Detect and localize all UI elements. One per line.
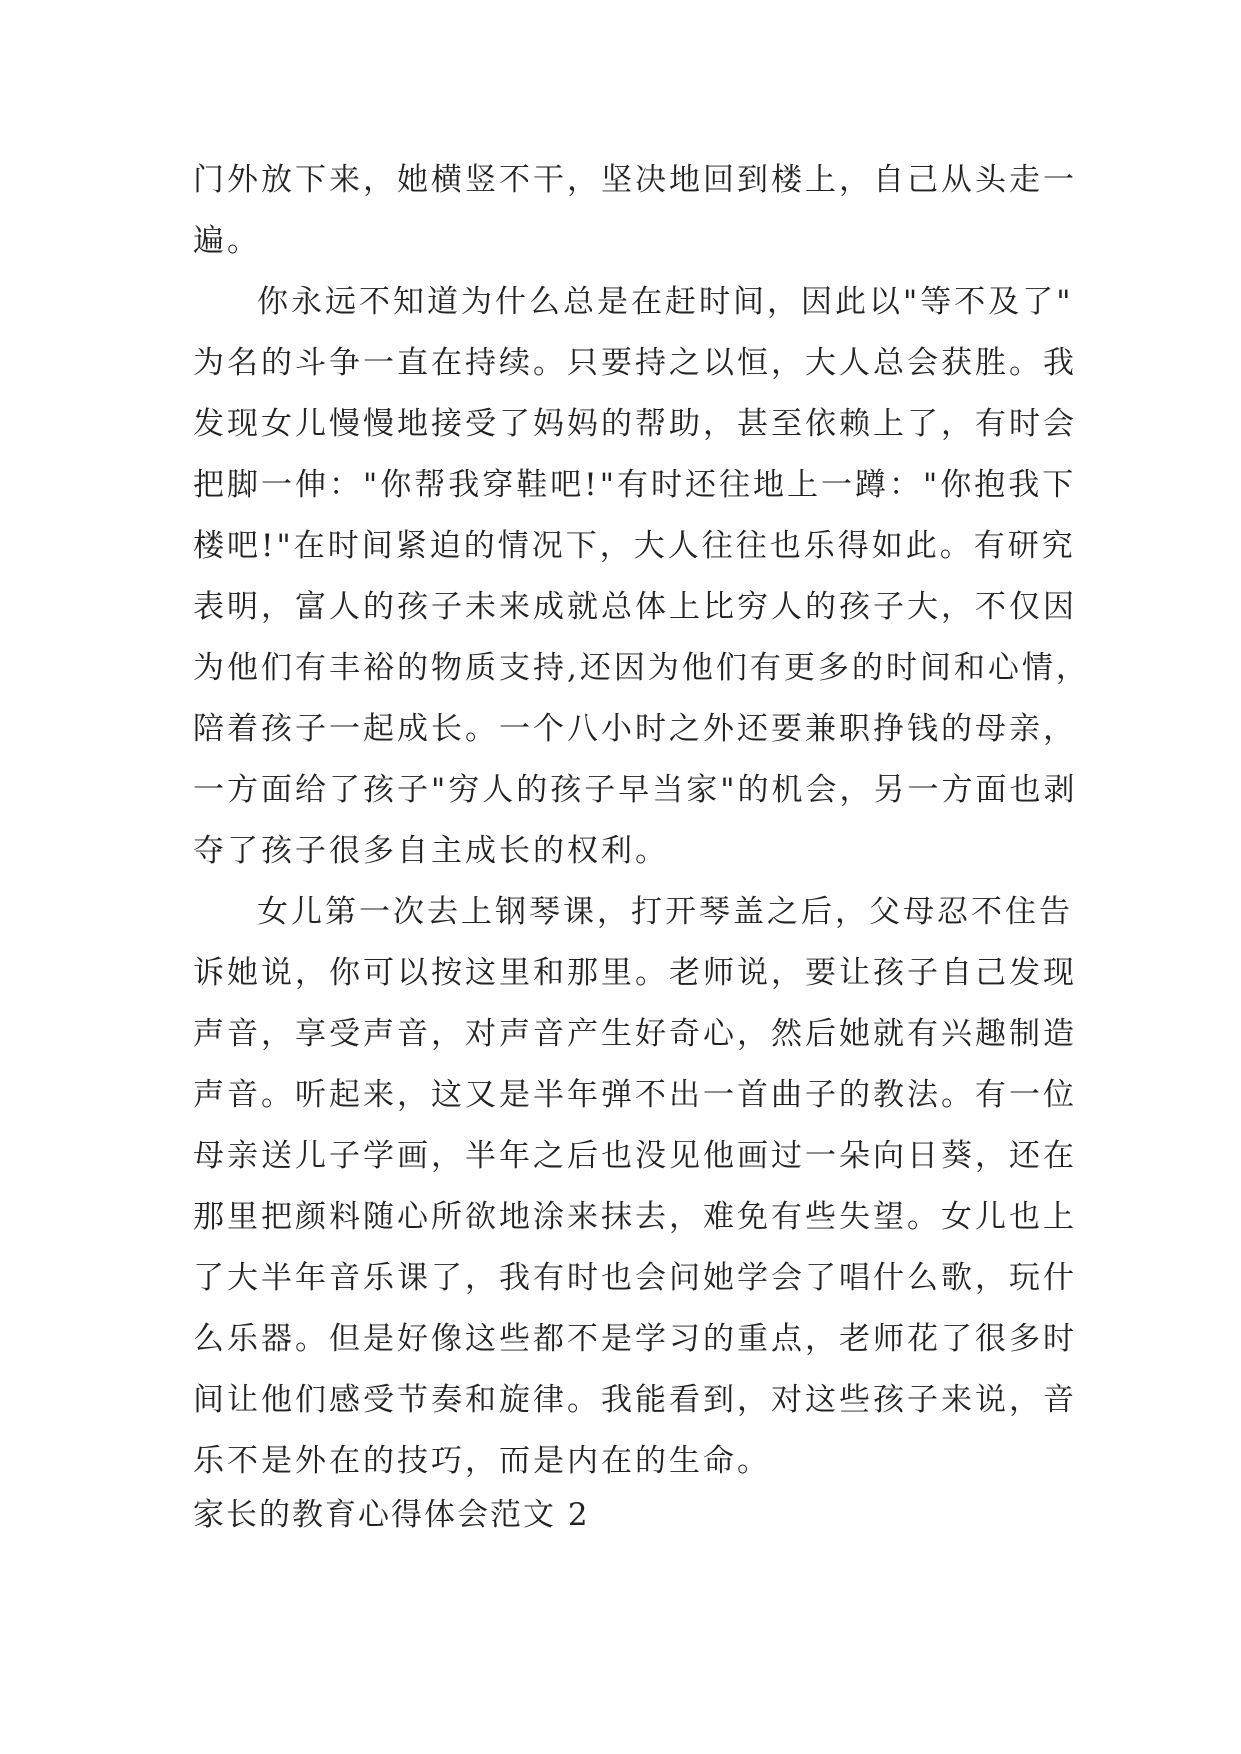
- text-line: 女儿第一次去上钢琴课，打开琴盖之后，父母忍不住告: [257, 894, 1073, 930]
- paragraph-1: [193, 150, 1077, 272]
- text-line: 遍。: [193, 223, 261, 259]
- paragraph-3: [193, 882, 1077, 1492]
- text-line: 夺了孩子很多自主成长的权利。: [193, 833, 669, 869]
- text-line: 母亲送儿子学画，半年之后也没见他画过一朵向日葵，还在: [193, 1138, 1077, 1174]
- text-line: 发现女儿慢慢地接受了妈妈的帮助，甚至依赖上了，有时会: [193, 406, 1077, 442]
- text-line: 么乐器。但是好像这些都不是学习的重点，老师花了很多时: [193, 1321, 1077, 1357]
- text-line: 楼吧!"在时间紧迫的情况下，大人往往也乐得如此。有研究: [193, 528, 1076, 564]
- text-line: 为名的斗争一直在持续。只要持之以恒，大人总会获胜。我: [193, 345, 1077, 381]
- text-line: 了大半年音乐课了，我有时也会问她学会了唱什么歌，玩什: [193, 1260, 1077, 1296]
- text-line: 声音。听起来，这又是半年弹不出一首曲子的教法。有一位: [193, 1077, 1077, 1113]
- text-line: 乐不是外在的技巧，而是内在的生命。: [193, 1443, 771, 1479]
- text-line: 为他们有丰裕的物质支持,还因为他们有更多的时间和心情，: [193, 650, 1090, 686]
- text-line: 声音，享受声音，对声音产生好奇心，然后她就有兴趣制造: [193, 1016, 1077, 1052]
- section-heading: 家长的教育心得体会范文 2: [193, 1497, 590, 1533]
- text-line: 门外放下来，她横竖不干，坚决地回到楼上，自己从头走一: [193, 162, 1077, 198]
- text-line: 那里把颜料随心所欲地涂来抹去，难免有些失望。女儿也上: [193, 1199, 1077, 1235]
- text-line: 一方面给了孩子"穷人的孩子早当家"的机会，另一方面也剥: [193, 772, 1078, 808]
- paragraph-2: [193, 272, 1090, 882]
- text-line: 间让他们感受节奏和旋律。我能看到，对这些孩子来说，音: [193, 1382, 1077, 1418]
- document-body: [193, 150, 1090, 1492]
- text-line: 诉她说，你可以按这里和那里。老师说，要让孩子自己发现: [193, 955, 1077, 991]
- text-line: 把脚一伸："你帮我穿鞋吧!"有时还往地上一蹲："你抱我下: [193, 467, 1077, 503]
- text-line: 陪着孩子一起成长。一个八小时之外还要兼职挣钱的母亲，: [193, 711, 1077, 747]
- text-line: 你永远不知道为什么总是在赶时间，因此以"等不及了": [257, 284, 1074, 320]
- text-line: 表明，富人的孩子未来成就总体上比穷人的孩子大，不仅因: [193, 589, 1077, 625]
